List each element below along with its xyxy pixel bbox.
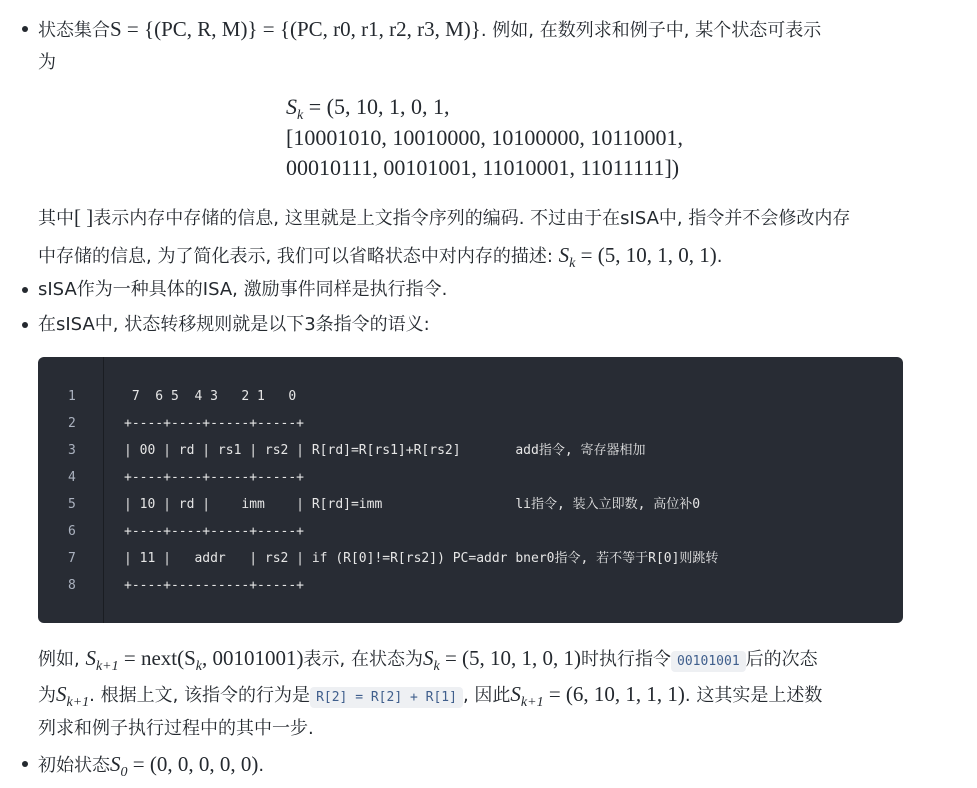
display-math-line-1: $S_k = (5$, 10, 1, 0, 1, <box>286 94 450 123</box>
bullet-marker <box>22 287 28 293</box>
line-number: 1 <box>68 389 76 404</box>
math-state-set: S = {(PC, R, M)} = {(PC, r0, r1, r2, r3, M)} <box>110 17 481 41</box>
code-line: +----+----+-----+-----+ <box>124 524 305 539</box>
code-block <box>38 357 903 623</box>
line-number: 4 <box>68 470 76 485</box>
code-line: 7 6 5 4 3 2 1 0 <box>124 389 297 404</box>
text: . 例如, 在数列求和例子中, 某个状态可表示 <box>480 20 822 41</box>
display-math-line-2: [10001010, 10010000, 10100000, 10110001, <box>286 125 684 150</box>
sisa-event-text: sISA作为一种具体的ISA, 激励事件同样是执行指令. <box>38 279 448 300</box>
state-set-definition <box>38 14 821 46</box>
line-number: 5 <box>68 497 76 512</box>
bullet-marker <box>22 761 28 767</box>
code-line: +----+----------+-----+ <box>124 578 305 593</box>
inline-code: R[2] = R[2] + R[1] <box>310 687 463 708</box>
initial-state-text: 初始状态$S_0 = (0$, 0, 0, 0, 0). <box>38 752 265 780</box>
line-number: 2 <box>68 416 76 431</box>
code-line: | 11 | addr | rs2 | if (R[0]!=R[rs2]) PC=addr bner0指令, 若不等于R[0]则跳转 <box>124 551 719 566</box>
transition-rules-text: 在sISA中, 状态转移规则就是以下3条指令的语义: <box>38 314 430 335</box>
code-line: +----+----+-----+-----+ <box>124 416 305 431</box>
code-line: | 00 | rd | rs1 | rs2 | R[rd]=R[rs1]+R[rs2] add指令, 寄存器相加 <box>124 443 646 458</box>
text: 为 <box>38 52 56 73</box>
text: 状态集合 <box>38 20 110 41</box>
memory-note: 其中[ ]表示内存中存储的信息, 这里就是上文指令序列的编码. 不过由于在sISA中, 指令并不会修改内存 <box>38 205 851 229</box>
line-number: 6 <box>68 524 76 539</box>
example-line-2: 为$S_{k+1}$. 根据上文, 该指令的行为是 R[2] = R[2] + R[1] , 因此$S_{k+1} = (6$, 10, 1, 1, 1). 这其实是上述数 <box>38 682 823 710</box>
memory-note-cont: 中存储的信息, 为了简化表示, 我们可以省略状态中对内存的描述: $S_k = (5$, 10, 1, 0, 1). <box>38 243 723 271</box>
line-number-gutter <box>38 357 104 623</box>
line-number: 7 <box>68 551 76 566</box>
inline-code: 00101001 <box>671 651 746 672</box>
display-math-line-3: 00010111, 00101001, 11010001, 11011111]) <box>286 155 680 180</box>
code-line: | 10 | rd | imm | R[rd]=imm li指令, 装入立即数, 高位补0 <box>124 497 701 512</box>
bullet-marker <box>22 26 28 32</box>
code-line: +----+----+-----+-----+ <box>124 470 305 485</box>
example-line-3: 列求和例子执行过程中的其中一步. <box>38 718 314 739</box>
line-number: 8 <box>68 578 76 593</box>
example-line-1: 例如, $S_{k+1}$ = $next(S_k$, 00101001)表示, 在状态为$S_k = (5$, 10, 1, 0, 1)时执行指令 00101001 后的次态 <box>38 646 818 674</box>
bullet-marker <box>22 322 28 328</box>
line-number: 3 <box>68 443 76 458</box>
